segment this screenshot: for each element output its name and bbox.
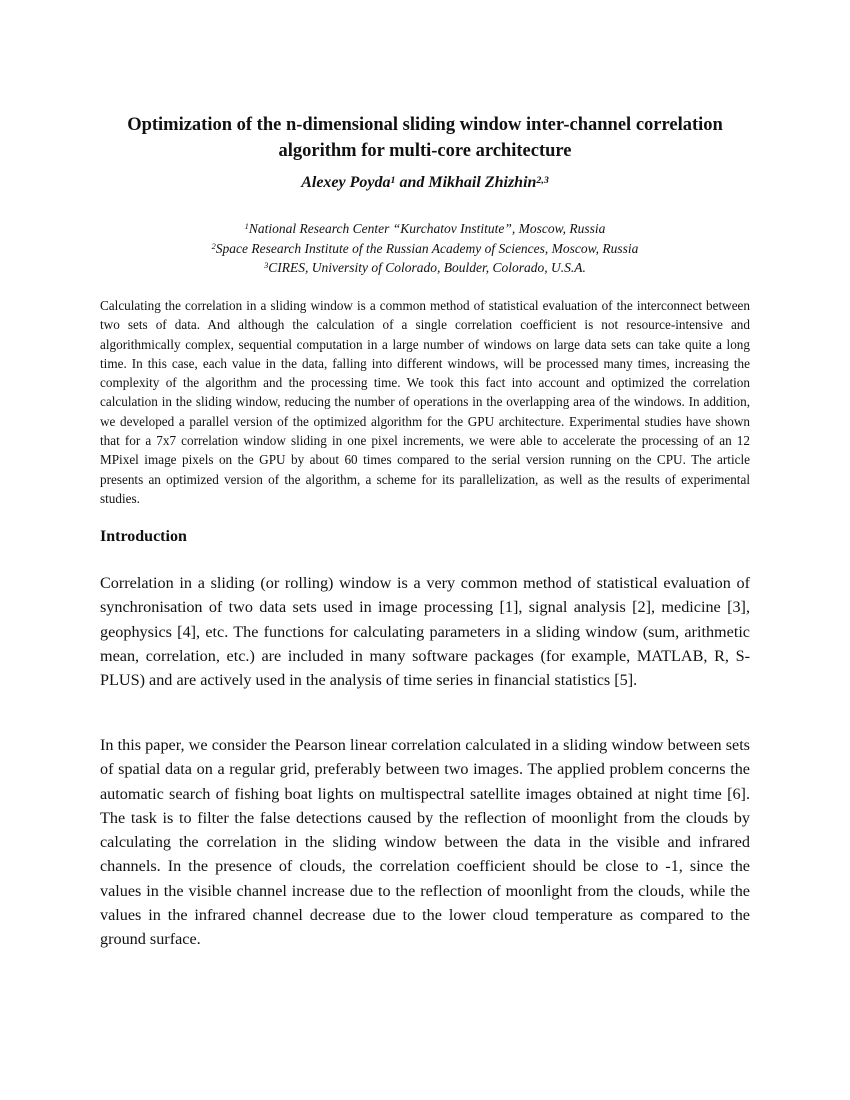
- author-name: Mikhail Zhizhin: [428, 174, 537, 191]
- affiliation-line: [100, 219, 750, 239]
- affiliation-mark: 1: [244, 222, 249, 232]
- affiliation-line: [100, 258, 750, 278]
- abstract: Calculating the correlation in a sliding window is a common method of statistical evaluation of the interconnect between two sets of data. And although the calculation of a single correlation coefficient is not resource-intensive and algorithmically complex, sequential computation in a large number of windows on large data sets can take quite a long time. In this case, each value in the data, falling into different windows, will be processed many times, increasing the complexity of the algorithm and the processing time. We took this fact into account and optimized the correlation calculation in the sliding window, reducing the number of operations in the overlapping area of the windows. In addition, we developed a parallel version of the optimized algorithm for the GPU architecture. Experimental studies have shown that for a 7x7 correlation window sliding in one pixel increments, we were able to accelerate the processing of an 12 MPixel image pixels on the GPU by about 60 times compared to the serial version running on the CPU. The article presents an optimized version of the algorithm, a scheme for its parallelization, as well as the results of experimental studies.: [100, 298, 750, 506]
- affiliation-text: Space Research Institute of the Russian Academy of Sciences, Moscow, Russia: [215, 240, 639, 256]
- author-line: [100, 172, 750, 194]
- paper-title: Optimization of the n-dimensional sliding window inter-channel correlation algorithm for multi-core architecture: [127, 115, 723, 162]
- author-affiliation-mark: 1: [390, 174, 396, 186]
- body-paragraph: In this paper, we consider the Pearson linear correlation calculated in a sliding window between sets of spatial data on a regular grid, preferably between two images. The applied problem concerns the automatic search of fishing boat lights on multispectral satellite images obtained at night time [6]. The task is to filter the false detections caused by the reflection of moonlight from the clouds by calculating the correlation in the sliding window between the data in the visible and infrared channels. In the presence of clouds, the correlation coefficient should be close to -1, since the values in the visible channel increase due to the reflection of moonlight from the clouds, while the values in the infrared channel decrease due to the lower cloud temperature as compared to the ground surface.: [100, 736, 750, 949]
- affiliation-list: [100, 219, 750, 278]
- author-name: Alexey Poyda: [301, 174, 391, 191]
- affiliation-mark: 3: [264, 261, 269, 271]
- affiliation-text: CIRES, University of Colorado, Boulder, Colorado, U.S.A.: [268, 260, 586, 275]
- affiliation-mark: 2: [211, 241, 216, 251]
- affiliation-text: National Research Center “Kurchatov Institute”, Moscow, Russia: [248, 221, 606, 236]
- section-heading: Introduction: [100, 528, 187, 545]
- author-affiliation-mark: 2,3: [536, 174, 549, 186]
- body-paragraph: Correlation in a sliding (or rolling) window is a very common method of statistical evaluation of synchronisation of two data sets used in image processing [1], signal analysis [2], medicine [3], geophysics [4], etc. The functions for calculating parameters in a sliding window (sum, arithmetic mean, correlation, etc.) are included in many software packages (for example, MATLAB, R, S-PLUS) and are actively used in the analysis of time series in financial statistics [5].: [100, 574, 750, 690]
- author-connector: and: [395, 174, 429, 191]
- affiliation-line: [100, 239, 750, 259]
